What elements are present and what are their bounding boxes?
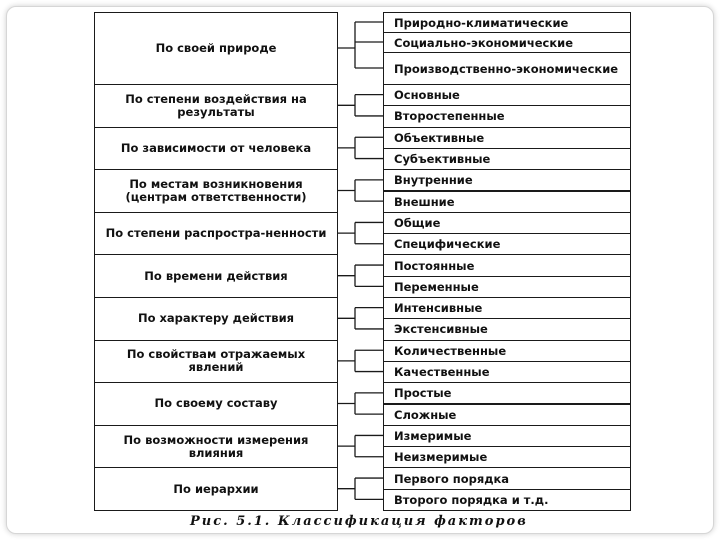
factor-box: Качественные	[383, 361, 631, 383]
factor-box: Второго порядка и т.д.	[383, 489, 631, 511]
criterion-box: По возможности измерения влияния	[94, 425, 338, 469]
factor-box: Производственно-экономические	[383, 52, 631, 85]
factor-box: Количественные	[383, 340, 631, 362]
criterion-box: По иерархии	[94, 467, 338, 511]
factor-box: Интенсивные	[383, 297, 631, 319]
factor-box: Первого порядка	[383, 467, 631, 489]
factor-box: Объективные	[383, 127, 631, 149]
factor-box: Внешние	[383, 191, 631, 213]
factor-box: Измеримые	[383, 425, 631, 447]
criterion-box: По зависимости от человека	[94, 127, 338, 171]
criterion-box: По степени воздействия на результаты	[94, 84, 338, 128]
factor-box: Постоянные	[383, 254, 631, 276]
factor-box: Переменные	[383, 276, 631, 298]
factor-box: Социально-экономические	[383, 32, 631, 53]
criterion-box: По свойствам отражаемых явлений	[94, 340, 338, 384]
criterion-box: По своей природе	[94, 12, 338, 85]
criterion-box: По характеру действия	[94, 297, 338, 341]
criterion-box: По местам возникновения (центрам ответственности)	[94, 169, 338, 213]
factor-box: Внутренние	[383, 169, 631, 191]
factor-box: Основные	[383, 84, 631, 106]
factor-box: Сложные	[383, 404, 631, 426]
figure-caption: Рис. 5.1. Классификация факторов	[190, 514, 528, 529]
criterion-box: По времени действия	[94, 254, 338, 298]
factor-box: Общие	[383, 212, 631, 234]
factor-box: Второстепенные	[383, 105, 631, 127]
factor-box: Субъективные	[383, 148, 631, 170]
criterion-box: По своему составу	[94, 382, 338, 426]
criterion-box: По степени распростра-ненности	[94, 212, 338, 256]
factor-box: Экстенсивные	[383, 318, 631, 340]
factor-box: Простые	[383, 382, 631, 404]
factor-box: Неизмеримые	[383, 446, 631, 468]
factor-box: Природно-климатические	[383, 12, 631, 33]
factor-box: Специфические	[383, 233, 631, 255]
